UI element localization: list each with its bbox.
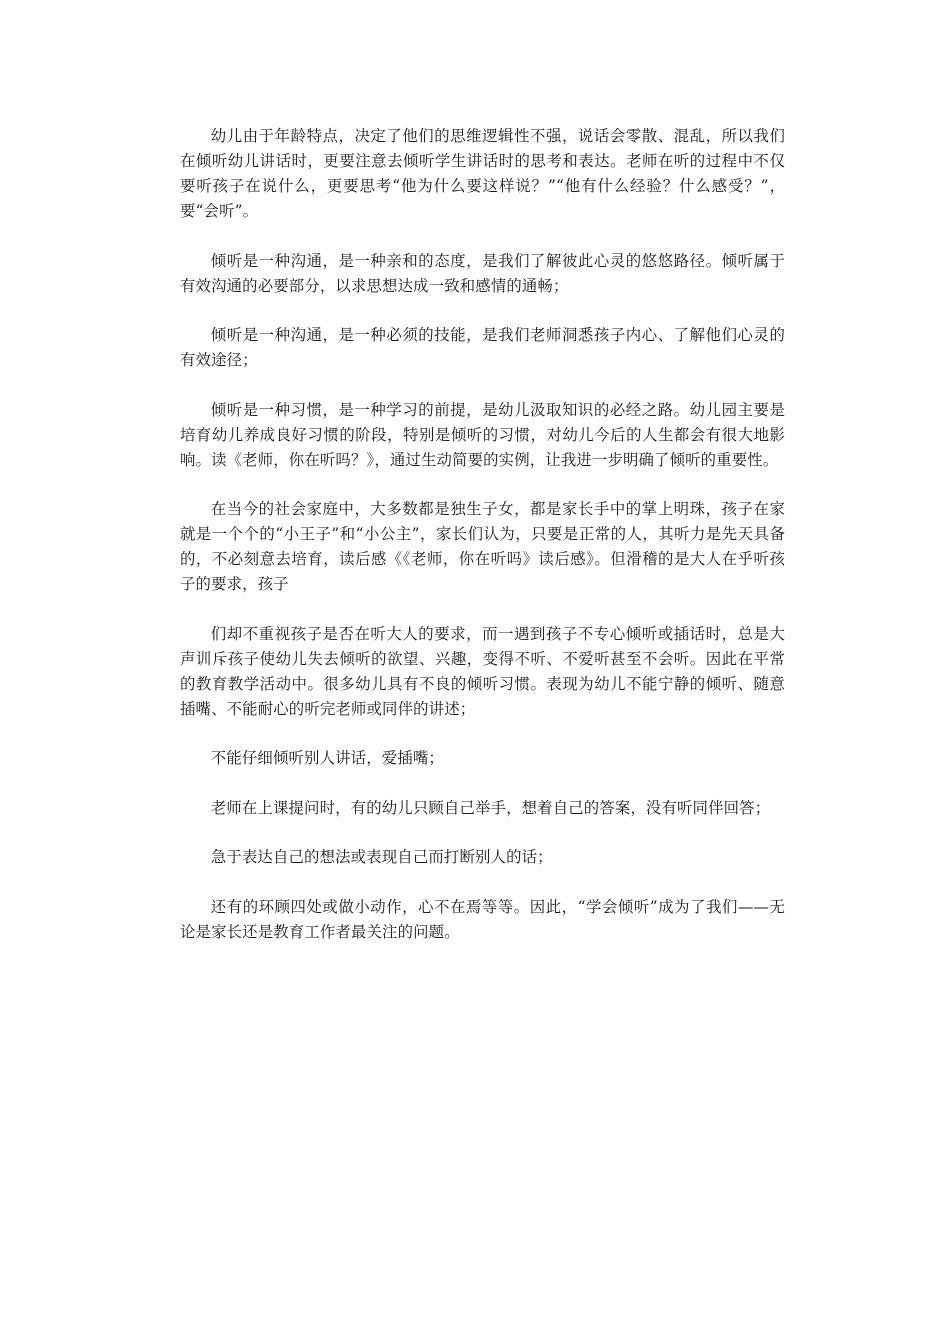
paragraph: 在当今的社会家庭中，大多数都是独生子女，都是家长手中的掌上明珠，孩子在家就是一个个的“小王子”和“小公主”，家长们认为，只要是正常的人，其听力是先天具备的，不必刻意去培育，读后感《《老师，你在听吗》读后感》。但滑稽的是大人在乎听孩子的要求，孩子: [180, 500, 785, 593]
paragraph: 倾听是一种沟通，是一种亲和的态度，是我们了解彼此心灵的悠悠路径。倾听属于有效沟通的必要部分，以求思想达成一致和感情的通畅；: [180, 251, 785, 295]
paragraph: 倾听是一种沟通，是一种必须的技能，是我们老师洞悉孩子内心、了解他们心灵的有效途径；: [180, 326, 785, 369]
paragraph: 还有的环顾四处或做小动作，心不在焉等等。因此，“学会倾听”成为了我们——无论是家长还是教育工作者最关注的问题。: [180, 897, 785, 941]
paragraph: 幼儿由于年龄特点，决定了他们的思维逻辑性不强，说话会零散、混乱，所以我们在倾听幼儿讲话时，更要注意去倾听学生讲话时的思考和表达。老师在听的过程中不仅要听孩子在说什么，更要思考“他为什么要这样说？”“他有什么经验？什么感受？”，要“会听”。: [180, 127, 785, 220]
paragraph: 倾听是一种习惯，是一种学习的前提，是幼儿汲取知识的必经之路。幼儿园主要是培育幼儿养成良好习惯的阶段，特别是倾听的习惯，对幼儿今后的人生都会有很大地影响。读《老师，你在听吗？》，通过生动简要的实例，让我进一步明确了倾听的重要性。: [180, 400, 785, 469]
document-body: [180, 124, 785, 969]
paragraph: 不能仔细倾听别人讲话，爱插嘴；: [210, 749, 444, 767]
paragraph: 老师在上课提问时，有的幼儿只顾自己举手，想着自己的答案，没有听同伴回答；: [210, 798, 771, 817]
paragraph: 急于表达自己的想法或表现自己而打断别人的话；: [210, 848, 553, 866]
paragraph: 们却不重视孩子是否在听大人的要求，而一遇到孩子不专心倾听或插话时，总是大声训斥孩子使幼儿失去倾听的欲望、兴趣，变得不听、不爱听甚至不会听。因此在平常的教育教学活动中。很多幼儿具有不良的倾听习惯。表现为幼儿不能宁静的倾听、随意插嘴、不能耐心的听完老师或同伴的讲述；: [180, 624, 785, 718]
